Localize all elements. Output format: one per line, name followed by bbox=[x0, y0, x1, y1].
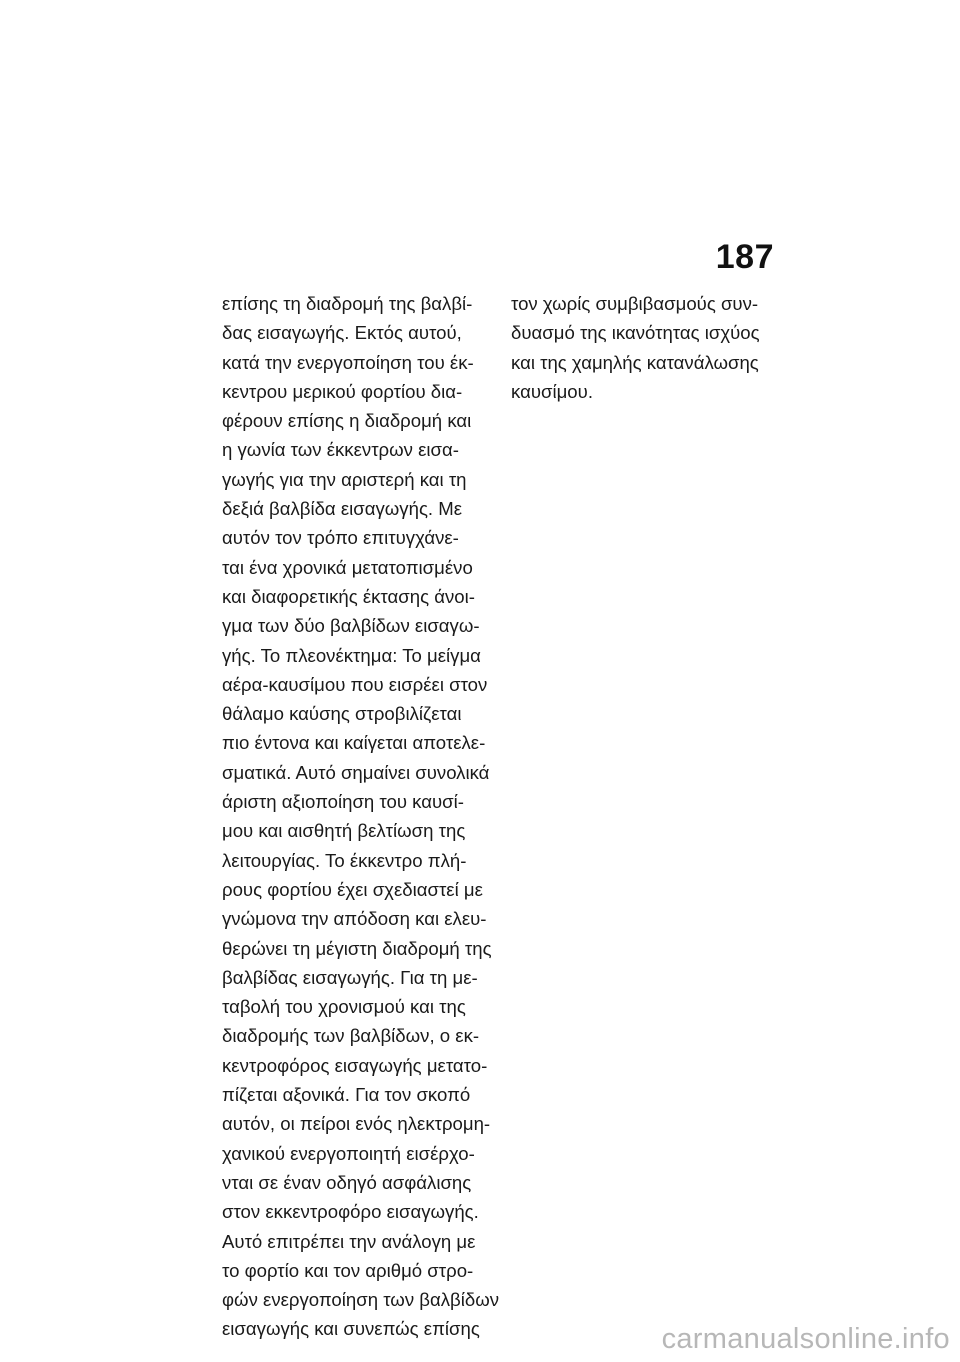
text-line: άριστη αξιοποίηση του καυσί- bbox=[222, 791, 464, 813]
text-line: σματικά. Αυτό σημαίνει συνολικά bbox=[222, 761, 490, 783]
text-line: Αυτό επιτρέπει την ανάλογη με bbox=[222, 1230, 476, 1252]
text-line: γής. Το πλεονέκτημα: Το μείγμα bbox=[222, 644, 481, 666]
text-line: φέρουν επίσης η διαδρομή και bbox=[222, 410, 472, 432]
text-line: δυασμό της ικανότητας ισχύος bbox=[511, 322, 760, 344]
text-line: και διαφορετικής έκτασης άνοι- bbox=[222, 585, 475, 607]
text-line: νται σε έναν οδηγό ασφάλισης bbox=[222, 1171, 472, 1193]
text-line: κατά την ενεργοποίηση του έκ- bbox=[222, 351, 474, 373]
watermark: carmanualsonline.info bbox=[661, 1323, 950, 1355]
page-number: 187 bbox=[715, 238, 774, 276]
text-line: πιο έντονα και καίγεται αποτελε- bbox=[222, 732, 486, 754]
text-line: επίσης τη διαδρομή της βαλβί- bbox=[222, 293, 473, 314]
text-line: το φορτίο και τον αριθμό στρο- bbox=[222, 1259, 474, 1281]
text-line: ταβολή του χρονισμού και της bbox=[222, 996, 466, 1018]
text-line: αέρα-καυσίμου που εισρέει στον bbox=[222, 673, 488, 695]
text-line: διαδρομής των βαλβίδων, ο εκ- bbox=[222, 1025, 480, 1047]
text-line: καυσίμου. bbox=[511, 380, 593, 402]
text-line: λειτουργίας. Το έκκεντρο πλή- bbox=[222, 849, 467, 871]
text-line: χανικού ενεργοποιητή εισέρχο- bbox=[222, 1142, 475, 1164]
text-line: και της χαμηλής κατανάλωσης bbox=[511, 351, 759, 373]
text-line: θερώνει τη μέγιστη διαδρομή της bbox=[222, 937, 492, 959]
text-line: αυτόν τον τρόπο επιτυγχάνε- bbox=[222, 527, 459, 549]
text-line: ρους φορτίου έχει σχεδιαστεί με bbox=[222, 878, 483, 900]
text-line: βαλβίδας εισαγωγής. Για τη με- bbox=[222, 966, 478, 988]
text-line: μου και αισθητή βελτίωση της bbox=[222, 820, 466, 842]
text-line: αυτόν, οι πείροι ενός ηλεκτρομη- bbox=[222, 1113, 491, 1135]
text-line: γνώμονα την απόδοση και ελευ- bbox=[222, 908, 487, 930]
text-line: τον χωρίς συμβιβασμούς συν- bbox=[511, 293, 759, 314]
text-line: ται ένα χρονικά μετατοπισμένο bbox=[222, 556, 473, 578]
text-column-right bbox=[511, 289, 760, 406]
text-line: θάλαμο καύσης στροβιλίζεται bbox=[222, 703, 462, 725]
text-line: κεντρου μερικού φορτίου δια- bbox=[222, 380, 463, 402]
text-line: γωγής για την αριστερή και τη bbox=[222, 468, 467, 490]
text-line: στον εκκεντροφόρο εισαγωγής. bbox=[222, 1201, 479, 1223]
text-line: η γωνία των έκκεντρων εισα- bbox=[222, 439, 459, 461]
text-line: γμα των δύο βαλβίδων εισαγω- bbox=[222, 615, 480, 637]
text-line: πίζεται αξονικά. Για τον σκοπό bbox=[222, 1084, 471, 1106]
text-line: δεξιά βαλβίδα εισαγωγής. Με bbox=[222, 498, 463, 520]
text-line: κεντροφόρος εισαγωγής μετατο- bbox=[222, 1054, 488, 1076]
text-line: εισαγωγής και συνεπώς επίσης bbox=[222, 1318, 480, 1340]
text-column-left bbox=[222, 289, 499, 1344]
text-line: δας εισαγωγής. Εκτός αυτού, bbox=[222, 322, 462, 344]
text-line: φών ενεργοποίηση των βαλβίδων bbox=[222, 1289, 500, 1311]
